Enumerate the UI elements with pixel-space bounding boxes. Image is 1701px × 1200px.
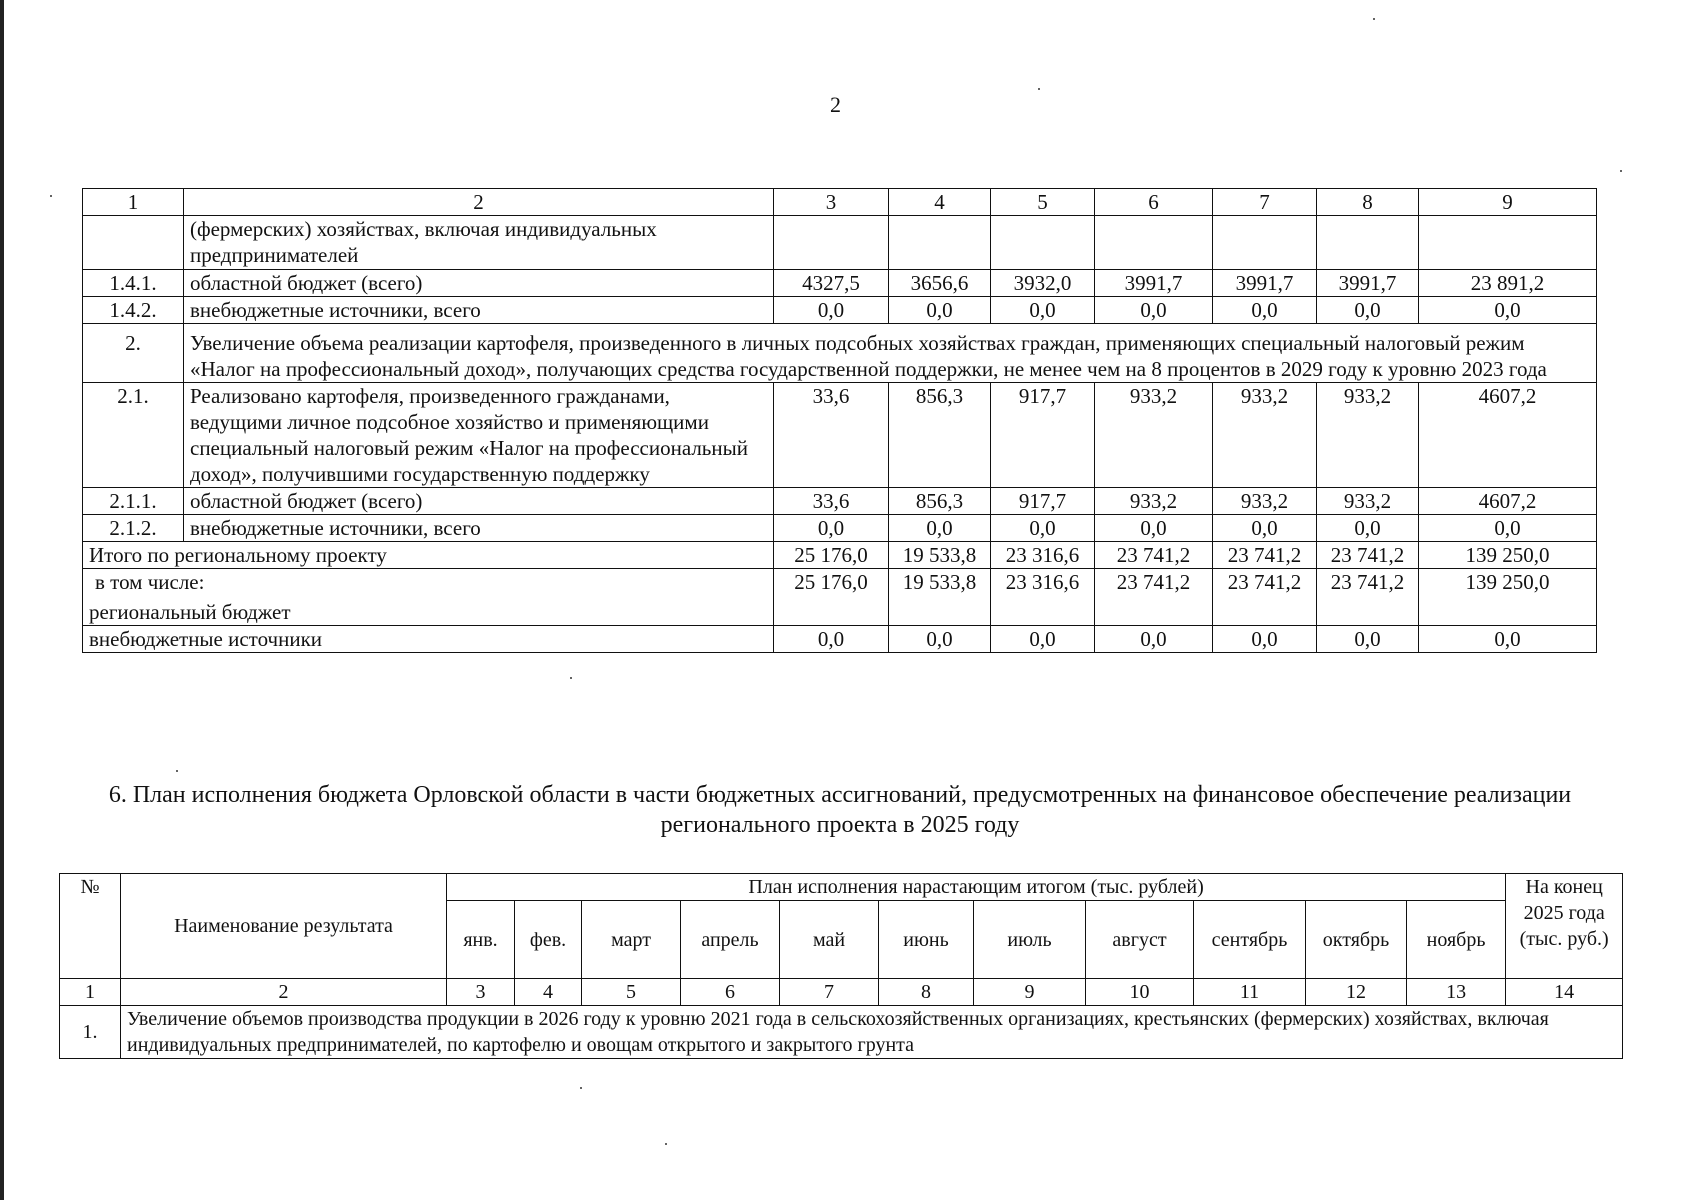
value-cell: 0,0 <box>1095 626 1213 653</box>
value-cell: 856,3 <box>889 488 991 515</box>
value-cell: 0,0 <box>1317 626 1419 653</box>
value-cell: 0,0 <box>1213 297 1317 324</box>
column-number: 7 <box>780 979 879 1006</box>
scan-left-edge <box>0 0 4 1200</box>
month-header: август <box>1086 901 1194 979</box>
row-name: внебюджетные источники, всего <box>184 297 774 324</box>
header-cell: 7 <box>1213 189 1317 216</box>
value-cell <box>1419 216 1597 270</box>
value-cell: 933,2 <box>1095 488 1213 515</box>
total-label: Итого по региональному проекту <box>83 542 774 569</box>
month-header: март <box>582 901 681 979</box>
scan-speck <box>580 1087 582 1089</box>
value-cell: 0,0 <box>774 515 889 542</box>
value-cell: 23 316,6 <box>991 542 1095 569</box>
month-header: апрель <box>681 901 780 979</box>
plan-header: План исполнения нарастающим итогом (тыс. рублей) <box>447 874 1506 901</box>
value-cell: 139 250,0 <box>1419 542 1597 569</box>
value-cell <box>991 216 1095 270</box>
scan-speck <box>1373 18 1375 20</box>
total-label-line1: в том числе: <box>95 570 205 594</box>
budget-plan-table <box>59 873 1623 1059</box>
column-number: 13 <box>1407 979 1506 1006</box>
task-row <box>60 1006 1623 1059</box>
value-cell: 139 250,0 <box>1419 569 1597 626</box>
value-cell: 856,3 <box>889 383 991 488</box>
number-header: № <box>60 874 121 979</box>
task-row <box>83 324 1597 383</box>
total-row <box>83 542 1597 569</box>
header-cell: 1 <box>83 189 184 216</box>
value-cell: 4327,5 <box>774 270 889 297</box>
column-number: 1 <box>60 979 121 1006</box>
column-number: 10 <box>1086 979 1194 1006</box>
header-row <box>60 874 1623 901</box>
table-row <box>83 515 1597 542</box>
value-cell: 23 741,2 <box>1213 569 1317 626</box>
value-cell: 3991,7 <box>1317 270 1419 297</box>
value-cell: 23 741,2 <box>1095 569 1213 626</box>
row-number: 2.1.2. <box>83 515 184 542</box>
value-cell: 0,0 <box>1317 297 1419 324</box>
value-cell: 33,6 <box>774 488 889 515</box>
value-cell: 933,2 <box>1317 383 1419 488</box>
value-cell: 933,2 <box>1213 383 1317 488</box>
column-number: 4 <box>515 979 582 1006</box>
value-cell: 0,0 <box>1317 515 1419 542</box>
month-header: янв. <box>447 901 515 979</box>
scan-speck <box>1038 88 1040 90</box>
total-label <box>83 569 774 626</box>
value-cell: 0,0 <box>774 297 889 324</box>
scan-speck <box>50 195 52 197</box>
value-cell: 3991,7 <box>1095 270 1213 297</box>
column-number: 2 <box>121 979 447 1006</box>
budget-table <box>82 188 1597 653</box>
row-name: (фермерских) хозяйствах, включая индивидуальных предпринимателей <box>184 216 774 270</box>
column-number: 6 <box>681 979 780 1006</box>
value-cell: 0,0 <box>889 515 991 542</box>
value-cell: 4607,2 <box>1419 488 1597 515</box>
table-row <box>83 488 1597 515</box>
header-cell: 6 <box>1095 189 1213 216</box>
table-row <box>83 383 1597 488</box>
row-name: областной бюджет (всего) <box>184 270 774 297</box>
task-description: Увеличение объема реализации картофеля, произведенного в личных подсобных хозяйствах граждан, применяющих специальный налоговый режим «Налог на профессиональный доход», получающих средства государственной поддержки, не менее чем на 8 процентов в 2029 году к уровню 2023 года <box>184 324 1597 383</box>
name-header: Наименование результата <box>121 874 447 979</box>
value-cell: 0,0 <box>1095 515 1213 542</box>
header-cell: 8 <box>1317 189 1419 216</box>
scan-speck <box>176 770 178 772</box>
column-number: 12 <box>1306 979 1407 1006</box>
row-number: 2.1. <box>83 383 184 488</box>
row-number: 1.4.1. <box>83 270 184 297</box>
page-number: 2 <box>830 92 841 117</box>
row-name: Реализовано картофеля, произведенного гражданами, ведущими личное подсобное хозяйство и применяющими специальный налоговый режим «Налог на профессиональный доход», получившими государственную поддержку <box>184 383 774 488</box>
value-cell <box>889 216 991 270</box>
header-cell: 4 <box>889 189 991 216</box>
value-cell: 0,0 <box>889 626 991 653</box>
row-name: внебюджетные источники, всего <box>184 515 774 542</box>
column-number: 3 <box>447 979 515 1006</box>
column-number: 14 <box>1506 979 1623 1006</box>
header-cell: 3 <box>774 189 889 216</box>
value-cell: 0,0 <box>774 626 889 653</box>
value-cell: 0,0 <box>991 297 1095 324</box>
column-numbers-row <box>60 979 1623 1006</box>
value-cell: 917,7 <box>991 383 1095 488</box>
value-cell: 0,0 <box>1213 515 1317 542</box>
month-header: сентябрь <box>1194 901 1306 979</box>
column-number: 9 <box>974 979 1086 1006</box>
total-label: внебюджетные источники <box>83 626 774 653</box>
value-cell: 23 741,2 <box>1095 542 1213 569</box>
header-cell: 5 <box>991 189 1095 216</box>
task-number: 2. <box>83 324 184 383</box>
value-cell: 3656,6 <box>889 270 991 297</box>
value-cell: 3991,7 <box>1213 270 1317 297</box>
value-cell: 933,2 <box>1317 488 1419 515</box>
row-number: 1.4.2. <box>83 297 184 324</box>
scan-speck <box>1620 170 1622 172</box>
header-row <box>83 189 1597 216</box>
task-description: Увеличение объемов производства продукции в 2026 году к уровню 2021 года в сельскохозяйственных организациях, крестьянских (фермерских) хозяйствах, включая индивидуальных предпринимателей, по картофелю и овощам открытого и закрытого грунта <box>121 1006 1623 1059</box>
total-row <box>83 569 1597 626</box>
value-cell: 3932,0 <box>991 270 1095 297</box>
row-number: 2.1.1. <box>83 488 184 515</box>
header-cell: 9 <box>1419 189 1597 216</box>
value-cell: 23 891,2 <box>1419 270 1597 297</box>
value-cell: 23 741,2 <box>1317 569 1419 626</box>
month-header: октябрь <box>1306 901 1407 979</box>
scan-speck <box>570 677 572 679</box>
month-header: июнь <box>879 901 974 979</box>
month-header: июль <box>974 901 1086 979</box>
value-cell: 933,2 <box>1213 488 1317 515</box>
value-cell: 25 176,0 <box>774 542 889 569</box>
value-cell: 917,7 <box>991 488 1095 515</box>
value-cell: 0,0 <box>1095 297 1213 324</box>
value-cell: 33,6 <box>774 383 889 488</box>
column-number: 8 <box>879 979 974 1006</box>
month-header: май <box>780 901 879 979</box>
value-cell: 0,0 <box>991 515 1095 542</box>
value-cell: 0,0 <box>1213 626 1317 653</box>
value-cell: 23 741,2 <box>1317 542 1419 569</box>
header-cell: 2 <box>184 189 774 216</box>
value-cell: 23 316,6 <box>991 569 1095 626</box>
total-row <box>83 626 1597 653</box>
table-row <box>83 216 1597 270</box>
value-cell <box>1317 216 1419 270</box>
section-title: 6. План исполнения бюджета Орловской области в части бюджетных ассигнований, предусмотренных на финансовое обеспечение реализации регионального проекта в 2025 году <box>108 782 1572 838</box>
row-number <box>83 216 184 270</box>
value-cell <box>1213 216 1317 270</box>
value-cell: 19 533,8 <box>889 569 991 626</box>
table-row <box>83 270 1597 297</box>
value-cell: 23 741,2 <box>1213 542 1317 569</box>
value-cell: 0,0 <box>1419 515 1597 542</box>
column-number: 5 <box>582 979 681 1006</box>
value-cell: 933,2 <box>1095 383 1213 488</box>
task-number: 1. <box>60 1006 121 1059</box>
table-row <box>83 297 1597 324</box>
value-cell: 25 176,0 <box>774 569 889 626</box>
scan-speck <box>665 1143 667 1145</box>
value-cell: 0,0 <box>991 626 1095 653</box>
value-cell: 0,0 <box>1419 626 1597 653</box>
month-header: фев. <box>515 901 582 979</box>
value-cell: 0,0 <box>1419 297 1597 324</box>
value-cell: 0,0 <box>889 297 991 324</box>
column-number: 11 <box>1194 979 1306 1006</box>
row-name: областной бюджет (всего) <box>184 488 774 515</box>
value-cell <box>1095 216 1213 270</box>
end-year-header: На конец 2025 года (тыс. руб.) <box>1506 874 1623 979</box>
value-cell: 19 533,8 <box>889 542 991 569</box>
value-cell: 4607,2 <box>1419 383 1597 488</box>
value-cell <box>774 216 889 270</box>
total-label-line2: региональный бюджет <box>89 600 291 624</box>
month-header: ноябрь <box>1407 901 1506 979</box>
